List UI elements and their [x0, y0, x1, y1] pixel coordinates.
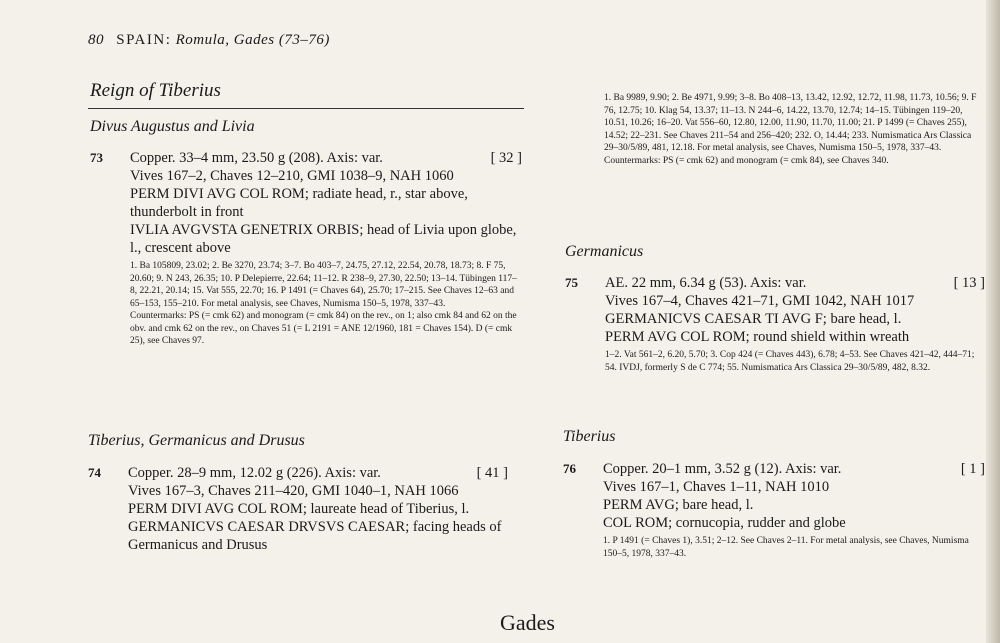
coin-metrology: Copper. 20–1 mm, 3.52 g (12). Axis: var. [603, 461, 842, 477]
coin-specimens: 1. Ba 105809, 23.02; 2. Be 3270, 23.74; 3–7. Bo 403–7, 24.75, 27.12, 22.54, 20.78, 18.73; 8. F 75, 20.60; 9. N 243, 26.35; 10. P Delepierre, 22.64; 11–12. R 238–9, 27.30, 22.50; 13–14. Tübingen 117–8, 22.21, 20.14; 15. Vat 555, 22.70; 16. P 1491 (= Chaves 64), 25.70; 17–215. See Chaves 12–63 and 65–153, 155–210. For metal analysis, see Chaves, Numisma 150–5, 1978, 337–43. Countermarks: PS (= cmk 62) and monogram (= cmk 84) on the rev., on 1; also cmk 84 and 62 on the obv. and cmk 62 on the rev., on Chaves 51 (= L 2191 = ANE 12/1960, 181 = Chaves 154). D (= cmk 25), see Chaves 97. [130, 260, 522, 348]
coin-metrology: AE. 22 mm, 6.34 g (53). Axis: var. [605, 275, 807, 291]
page-edge-shadow [986, 0, 1000, 643]
coin-reverse: GERMANICVS CAESAR DRVSVS CAESAR; facing heads of Germanicus and Drusus [128, 519, 502, 553]
coin-entry-74 [88, 464, 508, 554]
coin-description [130, 149, 522, 167]
coin-entry-76 [563, 460, 985, 560]
coin-specimens: 1. P 1491 (= Chaves 1), 3.51; 2–12. See Chaves 2–11. For metal analysis, see Chaves, Numisma 150–5, 1978, 337–43. [603, 536, 969, 559]
coin-plate-ref: [ 32 ] [490, 150, 522, 166]
coin-description [603, 460, 985, 478]
running-head [88, 32, 330, 49]
coin-obverse: GERMANICVS CAESAR TI AVG F; bare head, l. [605, 311, 902, 327]
coin-description [605, 274, 985, 292]
coin-references: Vives 167–3, Chaves 211–420, GMI 1040–1, NAH 1066 [128, 483, 459, 499]
section-heading-tiberius: Tiberius [563, 428, 616, 445]
section-heading-divus-augustus-livia: Divus Augustus and Livia [90, 118, 255, 135]
coin-specimens: 1–2. Vat 561–2, 6.20, 5.70; 3. Cop 424 (= Chaves 443), 6.78; 4–53. See Chaves 421–42, 444–71; 54. IVDJ, formerly S de C 774; 55. Numismatica Ars Classica 29–30/5/89, 482, 8.32. [605, 350, 975, 373]
coin-obverse: PERM DIVI AVG COL ROM; laureate head of Tiberius, l. [128, 501, 470, 517]
coin-entry-73 [90, 149, 522, 348]
coin-references: Vives 167–2, Chaves 12–210, GMI 1038–9, NAH 1060 [130, 168, 454, 184]
coin-number: 75 [565, 275, 578, 290]
section-heading-tiberius-germanicus-drusus: Tiberius, Germanicus and Drusus [88, 432, 305, 449]
coin-metrology: Copper. 28–9 mm, 12.02 g (226). Axis: var. [128, 465, 381, 481]
running-head-country: SPAIN: [116, 32, 172, 48]
coin-number: 76 [563, 461, 576, 476]
coin-number: 74 [88, 465, 101, 480]
coin-plate-ref: [ 1 ] [960, 461, 985, 477]
reign-divider [88, 108, 524, 109]
coin-references: Vives 167–4, Chaves 421–71, GMI 1042, NAH 1017 [605, 293, 915, 309]
running-head-subtitle: Romula, Gades (73–76) [175, 32, 330, 48]
coin-countermarks: Countermarks: PS (= cmk 62) and monogram (= cmk 84), see Chaves 340. [604, 155, 889, 166]
coin-number: 73 [90, 150, 103, 165]
coin-description [128, 464, 508, 482]
section-heading-germanicus: Germanicus [565, 243, 644, 260]
coin-obverse: PERM DIVI AVG COL ROM; radiate head, r., star above, thunderbolt in front [130, 186, 468, 220]
coin-metrology: Copper. 33–4 mm, 23.50 g (208). Axis: var. [130, 150, 383, 166]
reign-heading: Reign of Tiberius [90, 80, 221, 101]
page-number: 80 [88, 32, 104, 48]
coin-countermarks: Countermarks: PS (= cmk 62) and monogram (= cmk 84) on the rev., on 1; also cmk 84 and 62 on the obv. and cmk 62 on the rev., on Chaves 51 (= L 2191 = ANE 12/1960, 181 = Chaves 154). D (= cmk 25), see Chaves 97. [130, 311, 517, 346]
coin-entry-75 [565, 274, 985, 374]
coin-plate-ref: [ 13 ] [953, 275, 985, 291]
coin-reverse: PERM AVG COL ROM; round shield within wreath [605, 329, 910, 345]
coin-reverse: COL ROM; cornucopia, rudder and globe [603, 515, 846, 531]
coin-74-specimens: 1. Ba 9989, 9.90; 2. Be 4971, 9.99; 3–8. Bo 408–13, 13.42, 12.92, 12.72, 11.98, 11.73, 10.56; 9. F 76, 12.75; 10. Klag 54, 13.37; 11–13. N 244–6, 14.22, 13.70, 12.74; 14–15. Tübingen 119–20, 10.51, 10.26; 16–20. Vat 556–60, 12.80, 12.00, 11.90, 11.70, 11.00; 21. P 1499 (= Chaves 255), 14.52; 22–231. See Chaves 211–54 and 256–420; 232. O, 14.44; 233. Numismatica Ars Classica 29–30/5/89, 481, 12.18. For metal analysis, see Chaves, Numisma 150–5, 1978, 337–43. Countermarks: PS (= cmk 62) and monogram (= cmk 84), see Chaves 340. [604, 92, 984, 167]
coin-obverse: PERM AVG; bare head, l. [603, 497, 754, 513]
coin-reverse: IVLIA AVGVSTA GENETRIX ORBIS; head of Livia upon globe, l., crescent above [130, 222, 517, 256]
coin-references: Vives 167–1, Chaves 1–11, NAH 1010 [603, 479, 830, 495]
coin-plate-ref: [ 41 ] [476, 465, 508, 481]
mint-heading-gades: Gades [500, 610, 555, 635]
